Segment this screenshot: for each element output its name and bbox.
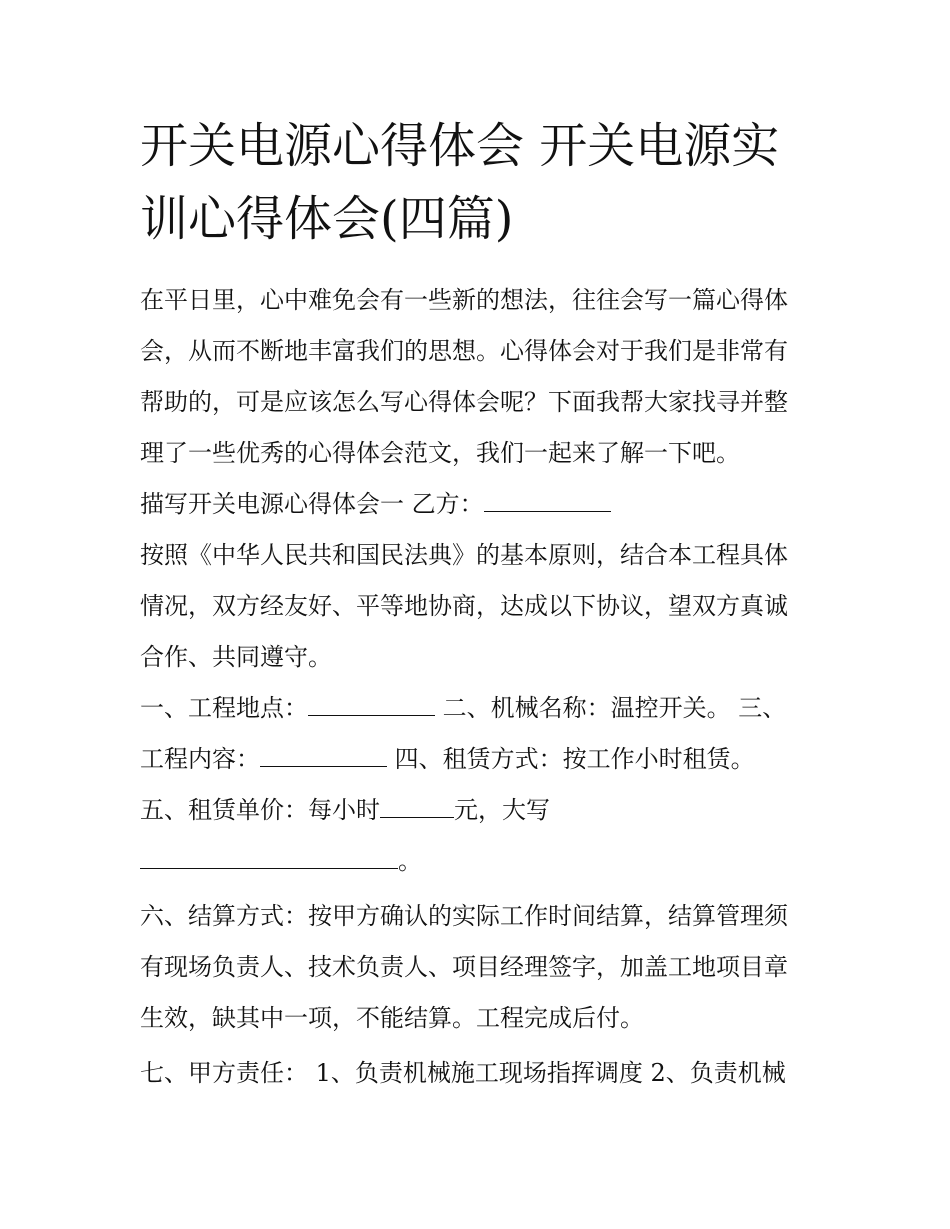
principle-line: 合作、共同遵守。 (140, 643, 332, 671)
settlement-line: 有现场负责人、技术负责人、项目经理签字，加盖工地项目章 (140, 953, 788, 981)
settlement-line: 六、结算方式：按甲方确认的实际工作时间结算，结算管理须 (140, 902, 788, 930)
party-b-blank (484, 489, 611, 512)
intro-line: 帮助的，可是应该怎么写心得体会呢？下面我帮大家找寻并整 (140, 388, 788, 416)
party-a-responsibility-line: 七、甲方责任： 1、负责机械施工现场指挥调度 2、负责机械 (140, 1059, 786, 1087)
clause-line (140, 836, 830, 887)
intro-line: 会，从而不断地丰富我们的思想。心得体会对于我们是非常有 (140, 337, 788, 365)
clause-line (140, 734, 830, 785)
clause-line (140, 683, 830, 734)
principle-line: 按照《中华人民共和国民法典》的基本原则，结合本工程具体 (140, 541, 788, 569)
title-line: 训心得体会(四篇) (140, 191, 514, 247)
section-heading-text: 描写开关电源心得体会一 乙方： (140, 490, 484, 518)
clause-text: 五、租赁单价：每小时 (140, 796, 380, 824)
clause-text: 一、工程地点： (140, 694, 308, 722)
hourly-price-blank (380, 795, 454, 818)
clause-text: 元，大写 (454, 796, 550, 824)
section-heading (140, 479, 830, 530)
clause-text: 二、机械名称：温控开关。 三、 (435, 694, 787, 722)
settlement-line: 生效，缺其中一项，不能结算。工程完成后付。 (140, 1004, 644, 1032)
principle-line: 情况，双方经友好、平等地协商，达成以下协议，望双方真诚 (140, 592, 788, 620)
document-body (140, 275, 830, 1099)
intro-line: 理了一些优秀的心得体会范文，我们一起来了解一下吧。 (140, 439, 740, 467)
clause-text: 四、租赁方式：按工作小时租赁。 (387, 745, 755, 773)
amount-in-words-blank (140, 846, 398, 869)
clause-text: 工程内容： (140, 745, 260, 773)
intro-line: 在平日里，心中难免会有一些新的想法，往往会写一篇心得体 (140, 286, 788, 314)
title-line: 开关电源心得体会 开关电源实 (140, 118, 780, 174)
project-location-blank (308, 693, 435, 716)
clause-line (140, 785, 830, 836)
clause-text: 。 (398, 847, 422, 875)
project-content-blank (260, 744, 387, 767)
document-title (140, 110, 820, 256)
